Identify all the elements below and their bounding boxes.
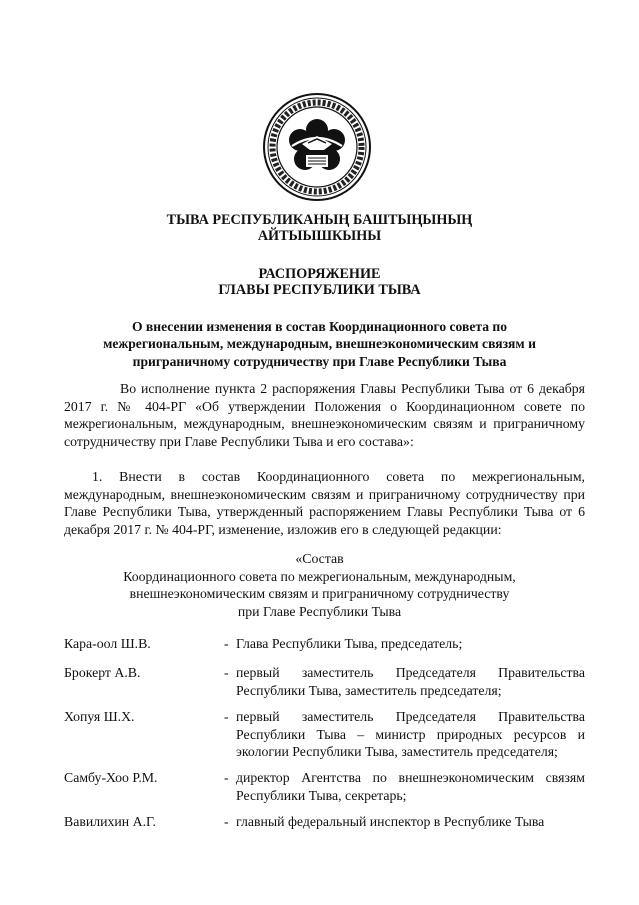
- member-role: Глава Республики Тыва, председатель;: [236, 636, 463, 651]
- member-dash: -: [224, 814, 229, 829]
- composition-line2: Координационного совета по межрегиональным, международным,: [123, 568, 516, 584]
- member-dash: -: [224, 636, 229, 651]
- member-name: Хопуя Ш.Х.: [64, 709, 135, 724]
- member-name: Самбу-Хоо Р.М.: [64, 770, 158, 785]
- composition-heading: [0, 550, 639, 620]
- item1-paragraph: 1. Внести в состав Координационного совета по межрегиональным, международным, внешнеэкономическим связям и приграничному сотрудничеству при Главе Республики Тыва, утвержденный распоряжением Главы Республики Тыва от 6 декабря 2017 г. № 404-РГ, изменение, изложив его в следующей редакции:: [64, 469, 585, 537]
- member-dash: -: [224, 770, 229, 785]
- composition-line1: «Состав: [295, 551, 344, 566]
- document-type-line2: ГЛАВЫ РЕСПУБЛИКИ ТЫВА: [218, 282, 421, 298]
- member-role: главный федеральный инспектор в Республике Тыва: [236, 814, 545, 829]
- document-type-heading: [0, 266, 639, 298]
- member-role: директор Агентства по внешнеэкономическим связям Республики Тыва, секретарь;: [236, 770, 585, 803]
- subject-line2: межрегиональным, международным, внешнеэкономическим связям и: [103, 336, 536, 352]
- composition-line3: внешнеэкономическим связям и приграничному сотрудничеству: [129, 586, 510, 602]
- member-dash: -: [224, 709, 229, 724]
- subject-line3: приграничному сотрудничеству при Главе Республики Тыва: [132, 353, 507, 369]
- issuer-heading-line1: ТЫВА РЕСПУБЛИКАНЫҢ БАШТЫҢЫНЫҢ: [166, 212, 473, 228]
- member-role: первый заместитель Председателя Правительства Республики Тыва, заместитель председателя;: [236, 665, 585, 698]
- document-type-line1: РАСПОРЯЖЕНИЕ: [258, 266, 381, 282]
- document-subject: [0, 318, 639, 370]
- composition-line4: при Главе Республики Тыва: [237, 603, 402, 619]
- member-name: Кара-оол Ш.В.: [64, 636, 151, 651]
- member-dash: -: [224, 665, 229, 680]
- subject-line1: О внесении изменения в состав Координационного совета по: [131, 319, 508, 334]
- member-name: Брокерт А.В.: [64, 665, 141, 680]
- member-name: Вавилихин А.Г.: [64, 814, 156, 829]
- member-role: первый заместитель Председателя Правительства Республики Тыва – министр природных ресурсов и экологии Республики Тыва, заместитель председателя;: [236, 709, 585, 760]
- issuer-heading-line2: АЙТЫЫШКЫНЫ: [257, 228, 382, 244]
- intro-paragraph: Во исполнение пункта 2 распоряжения Главы Республики Тыва от 6 декабря 2017 г. № 404-РГ «Об утверждении Положения о Координационном совете по межрегиональным, международным, внешнеэкономическим связям и приграничному сотрудничеству при Главе Республики Тыва и его состава»:: [64, 381, 585, 449]
- tuva-coat-of-arms-icon: [262, 92, 372, 202]
- issuer-heading-tuvan: [0, 212, 639, 244]
